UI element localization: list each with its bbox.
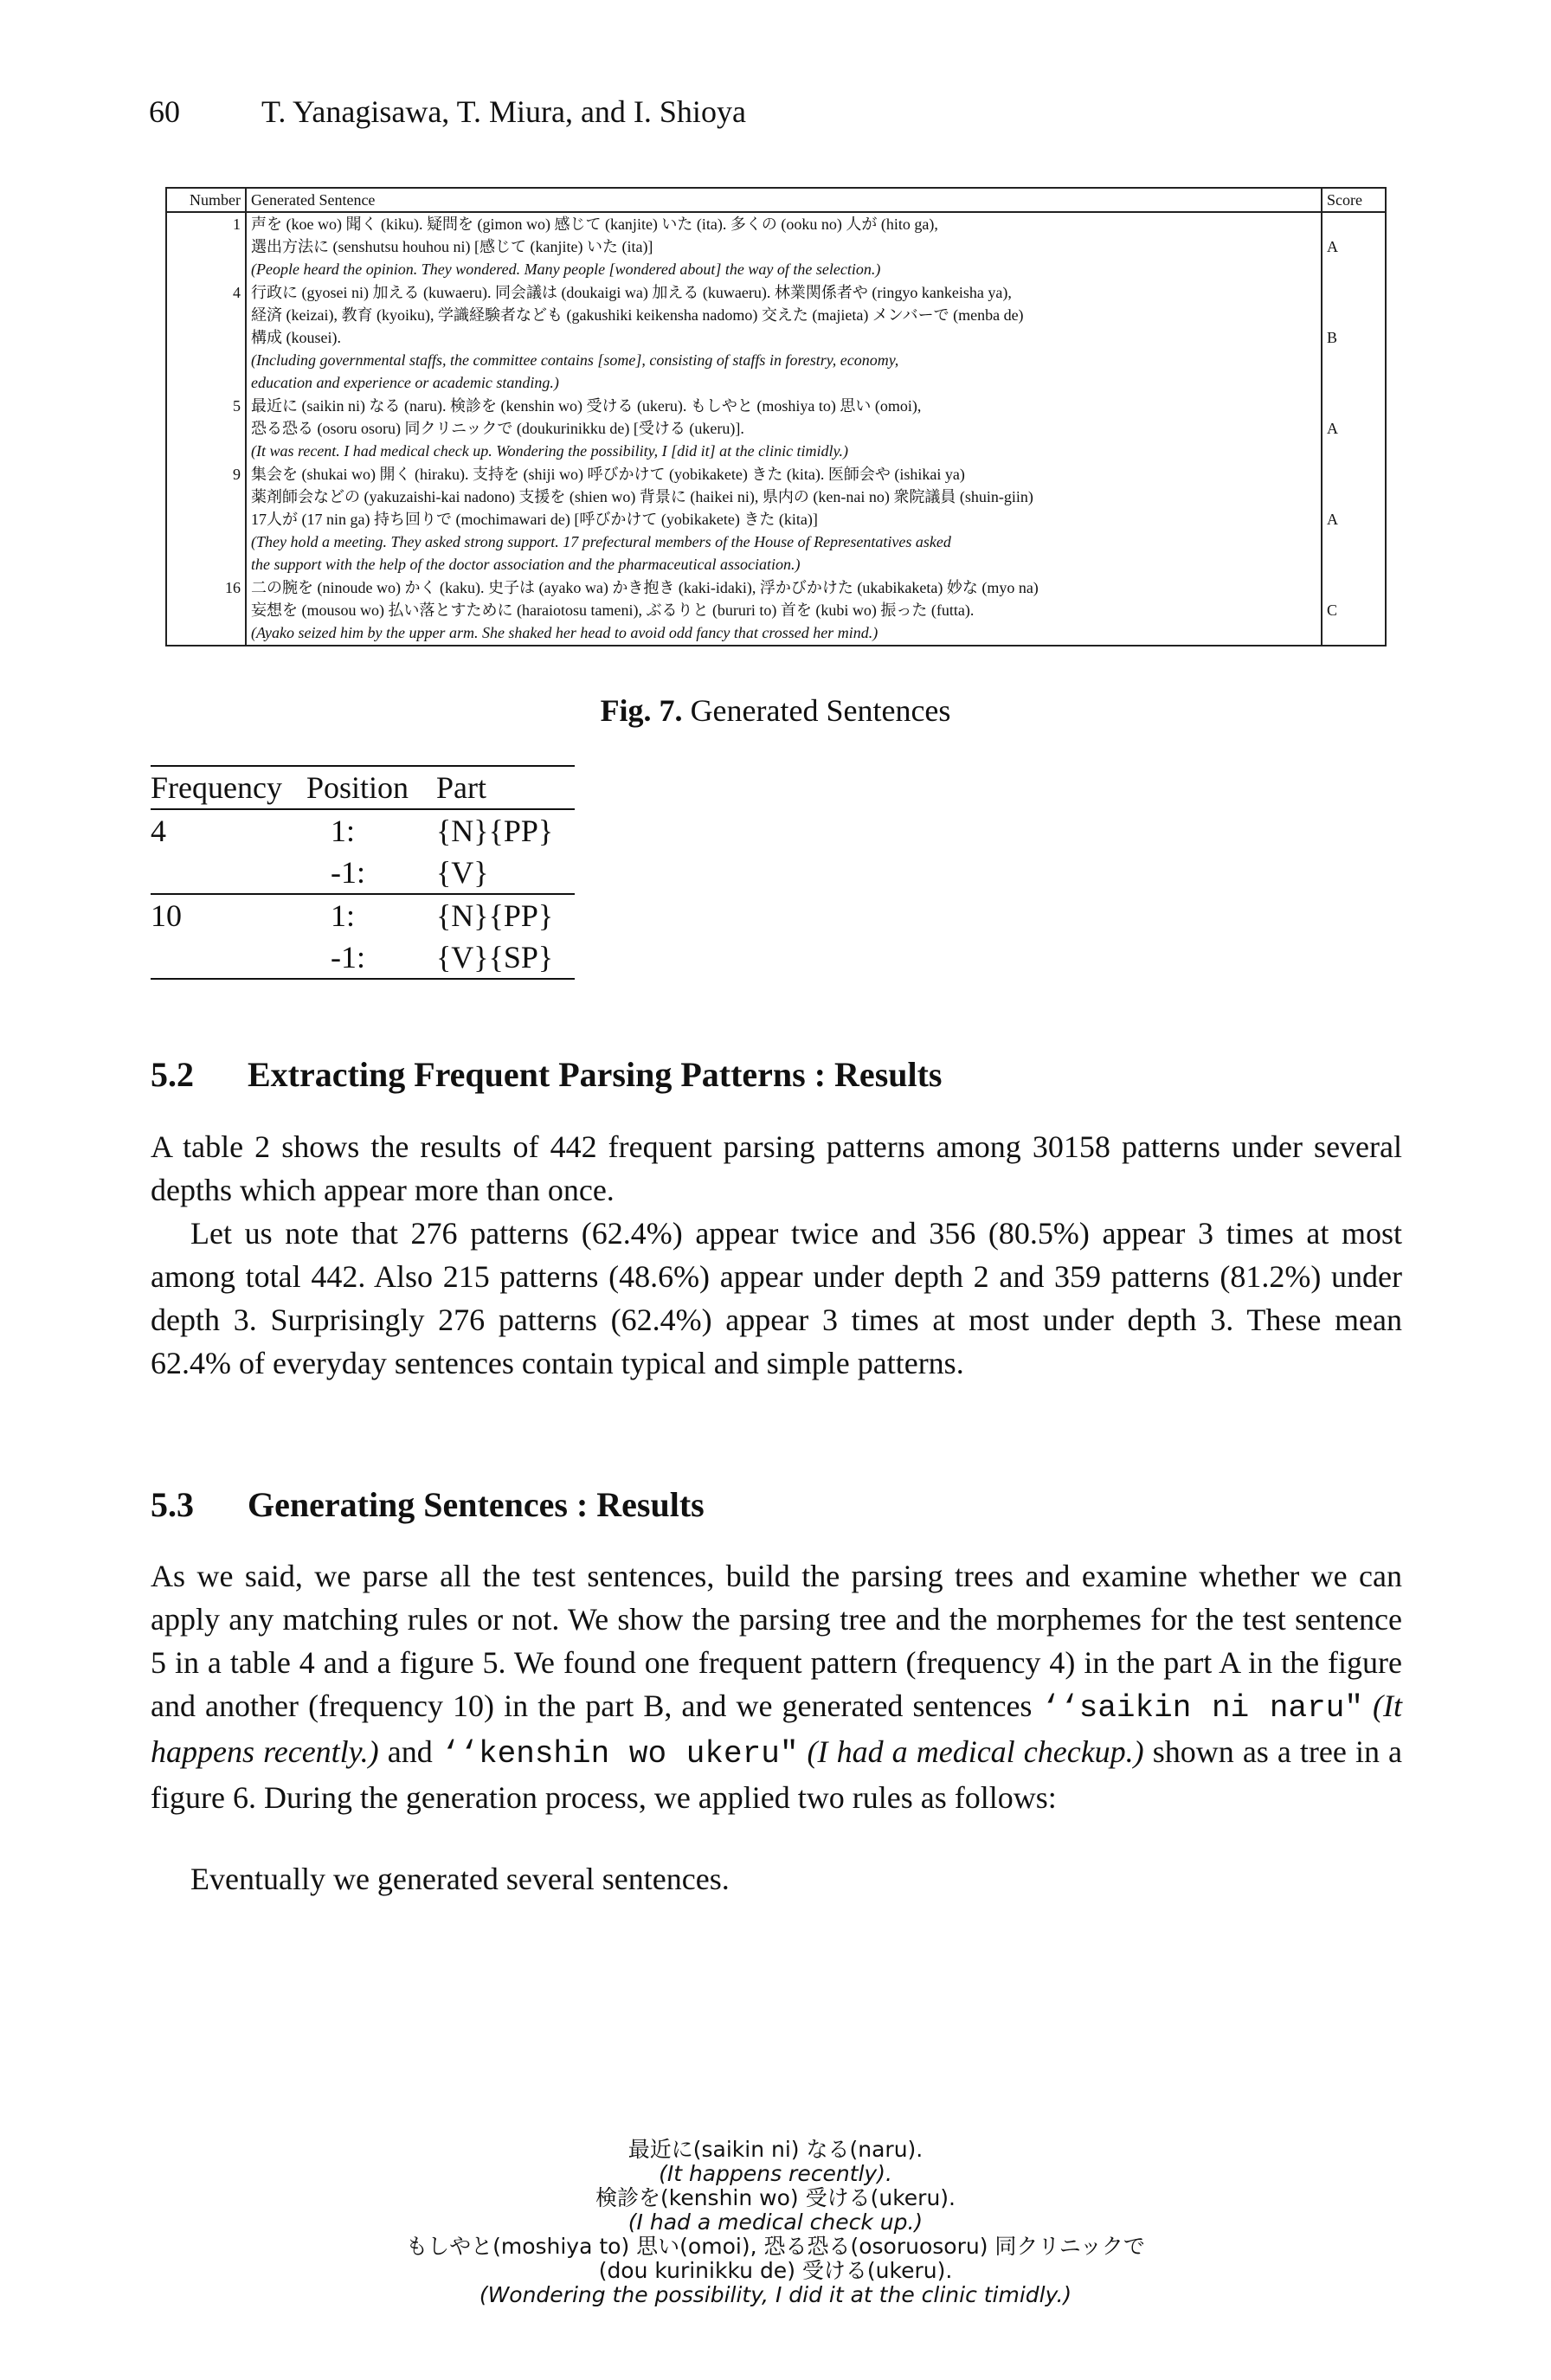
sentence-line: 行政に (gyosei ni) 加える (kuwaeru). 同会議は (doukaigi wa) 加える (kuwaeru). 林業関係者や (ringyo kankeisha ya), [251, 284, 1012, 301]
score-value: A [1327, 511, 1338, 528]
sentence-line: 二の腕を (ninoude wo) かく (kaku). 史子は (ayako wa) かき抱き (kaki-idaki), 浮かびかけた (ukabikaketa) 妙な (myo na) [251, 579, 1039, 596]
score-value: A [1327, 238, 1338, 255]
position-cell: 1: [331, 814, 356, 848]
paragraph-text: and [387, 1734, 433, 1769]
row-score [1322, 281, 1386, 395]
row-score [1322, 576, 1386, 646]
table-header-row [166, 188, 1386, 212]
table-header-row [151, 766, 575, 809]
english-translation: (People heard the opinion. They wondered. Many people [wondered about] the way of the selection.) [251, 261, 881, 278]
generated-line-translation: (It happens recently). [659, 2161, 892, 2186]
section-title: Generating Sentences : Results [248, 1485, 705, 1524]
paragraph-text: Eventually we generated several sentences. [190, 1862, 730, 1896]
generated-line-translation: (I had a medical check up.) [627, 2210, 924, 2235]
quoted-sentence: ‘‘saikin ni naru" [1041, 1690, 1363, 1726]
position-cell: 1: [331, 898, 356, 933]
sentence-line: 妄想を (mousou wo) 払い落とすために (haraiotosu tameni), ぶるりと (bururi to) 首を (kubi wo) 振った (futta). [251, 601, 975, 619]
row-number: 1 [166, 212, 246, 281]
english-translation: (It was recent. I had medical check up. Wondering the possibility, I [did it] at the clinic timidly.) [251, 442, 849, 460]
generated-sentences-table [165, 187, 1387, 646]
sentence-line: 最近に (saikin ni) なる (naru). 検診を (kenshin wo) 受ける (ukeru). もしやと (moshiya to) 思い (omoi), [251, 397, 922, 415]
paragraph-text: Let us note that 276 patterns (62.4%) appear twice and 356 (80.5%) appear 3 times at most among total 442. Also 215 patterns (48.6%) appear under depth 2 and 359 patterns (81.2%) under depth 3. Surprisingly 276 patterns (62.4%) appear 3 times at most under depth 3. These mean 62.4% of everyday sentences contain typical and simple patterns. [151, 1216, 1402, 1380]
table-row [151, 809, 575, 852]
column-header-number: Number [166, 188, 246, 212]
figure-7-caption [0, 692, 1551, 729]
generated-line-translation: (Wondering the possibility, I did it at the clinic timidly.) [479, 2282, 1072, 2307]
column-header-part: Part [436, 766, 575, 809]
section-title: Extracting Frequent Parsing Patterns : Results [248, 1055, 943, 1094]
section-number: 5.3 [151, 1485, 194, 1524]
part-cell: {N}{PP} [436, 898, 554, 933]
position-cell: -1: [306, 936, 436, 979]
english-translation: (Including governmental staffs, the committee contains [some], consisting of staffs in forestry, economy, [251, 351, 899, 369]
english-translation: (They hold a meeting. They asked strong support. 17 prefectural members of the House of Representatives asked [251, 533, 951, 550]
section-5-2-paragraph-1: A table 2 shows the results of 442 frequent parsing patterns among 30158 patterns under several depths which appear more than once. [151, 1129, 1402, 1207]
score-value: C [1327, 601, 1338, 619]
generated-line: 最近に(saikin ni) なる(naru). [627, 2137, 924, 2162]
score-value: A [1327, 420, 1338, 437]
column-header-frequency: Frequency [151, 766, 306, 809]
frequency-cell: 4 [151, 814, 166, 848]
paragraph-text: shown as a tree in a figure 6. During the generation process, we applied two rules as follows: [151, 1734, 1403, 1815]
sentence-line: 選出方法に (senshutsu houhou ni) [感じて (kanjite) いた (ita)] [251, 238, 653, 255]
generated-line: もしやと(moshiya to) 思い(omoi), 恐る恐る(osoruosoru) 同クリニックで [406, 2234, 1145, 2259]
frequency-cell [151, 852, 306, 894]
sentence-line: 恐る恐る (osoru osoru) 同クリニックで (doukurinikku de) [受ける (ukeru)]. [251, 420, 744, 437]
table-row [166, 463, 1386, 576]
part-cell: {N}{PP} [436, 814, 554, 848]
english-translation: education and experience or academic standing.) [251, 374, 559, 391]
generated-line: 検診を(kenshin wo) 受ける(ukeru). [595, 2185, 956, 2210]
sentence-line: 薬剤師会などの (yakuzaishi-kai nadono) 支援を (shien wo) 背景に (haikei ni), 県内の (ken-nai no) 衆院議員 (shuin-giin) [251, 488, 1033, 505]
frequency-cell [151, 936, 306, 979]
quoted-sentence: ‘‘kenshin wo ukeru" [441, 1736, 799, 1772]
running-head [149, 93, 746, 130]
sentence-line: 経済 (keizai), 教育 (kyoiku), 学識経験者なども (gakushiki keikensha nadomo) 交えた (majieta) メンバーで (menba de) [251, 306, 1024, 324]
generated-sentence-cell [246, 395, 1322, 463]
generated-sentences-figure [0, 2138, 1551, 2307]
section-5-2-heading [151, 1054, 943, 1095]
sentence-line: 構成 (kousei). [251, 329, 341, 346]
column-header-generated-sentence: Generated Sentence [246, 188, 1322, 212]
table-row [151, 936, 575, 979]
sentence-line: 声を (koe wo) 聞く (kiku). 疑問を (gimon wo) 感じて (kanjite) いた (ita). 多くの (ooku no) 人が (hito ga), [251, 215, 938, 233]
generated-sentence-cell [246, 463, 1322, 576]
row-number: 5 [166, 395, 246, 463]
frequency-cell: 10 [151, 898, 182, 933]
table-row [166, 576, 1386, 646]
table-row [151, 894, 575, 936]
row-score [1322, 463, 1386, 576]
column-header-score: Score [1322, 188, 1386, 212]
running-head-authors: T. Yanagisawa, T. Miura, and I. Shioya [261, 94, 746, 129]
column-header-position: Position [306, 766, 436, 809]
table-row [151, 852, 575, 894]
row-score [1322, 212, 1386, 281]
score-value: B [1327, 329, 1338, 346]
table-row [166, 281, 1386, 395]
sentence-gloss: (It happens recently.) [151, 1689, 1402, 1769]
section-5-3-paragraph-1 [151, 1554, 1402, 1819]
english-translation: (Ayako seized him by the upper arm. She shaked her head to avoid odd fancy that crossed her mind.) [251, 624, 878, 641]
row-score [1322, 395, 1386, 463]
row-number: 9 [166, 463, 246, 576]
section-number: 5.2 [151, 1055, 194, 1094]
table-row [166, 212, 1386, 281]
section-5-2-paragraph-2 [151, 1212, 1402, 1385]
caption-label: Fig. 7. [600, 693, 683, 728]
page-number: 60 [149, 94, 180, 129]
paragraph-text: As we said, we parse all the test sentences, build the parsing trees and examine whether we can apply any matching rules or not. We show the parsing tree and the morphemes for the test sentence 5 in a table 4 and a figure 5. We found one frequent pattern (frequency 4) in the part A in the figure and another (frequency 10) in the part B, and we generated sentences [151, 1559, 1402, 1723]
part-cell: {V}{SP} [436, 936, 575, 979]
english-translation: the support with the help of the doctor association and the pharmaceutical association.) [251, 556, 801, 573]
table-row [166, 395, 1386, 463]
section-5-3-heading [151, 1484, 705, 1525]
caption-text: Generated Sentences [690, 693, 951, 728]
frequency-pattern-table [151, 765, 575, 980]
row-number: 4 [166, 281, 246, 395]
generated-sentence-cell [246, 281, 1322, 395]
sentence-gloss: (I had a medical checkup.) [807, 1734, 1144, 1769]
row-number: 16 [166, 576, 246, 646]
position-cell: -1: [306, 852, 436, 894]
sentence-line: 集会を (shukai wo) 開く (hiraku). 支持を (shiji wo) 呼びかけて (yobikakete) きた (kita). 医師会や (ishikai ya) [251, 466, 965, 483]
generated-line: (dou kurinikku de) 受ける(ukeru). [598, 2258, 953, 2283]
generated-sentence-cell [246, 212, 1322, 281]
sentence-line: 17人が (17 nin ga) 持ち回りで (mochimawari de) [呼びかけて (yobikakete) きた (kita)] [251, 511, 818, 528]
generated-sentence-cell [246, 576, 1322, 646]
part-cell: {V} [436, 852, 575, 894]
section-5-3-paragraph-2 [151, 1857, 1402, 1901]
